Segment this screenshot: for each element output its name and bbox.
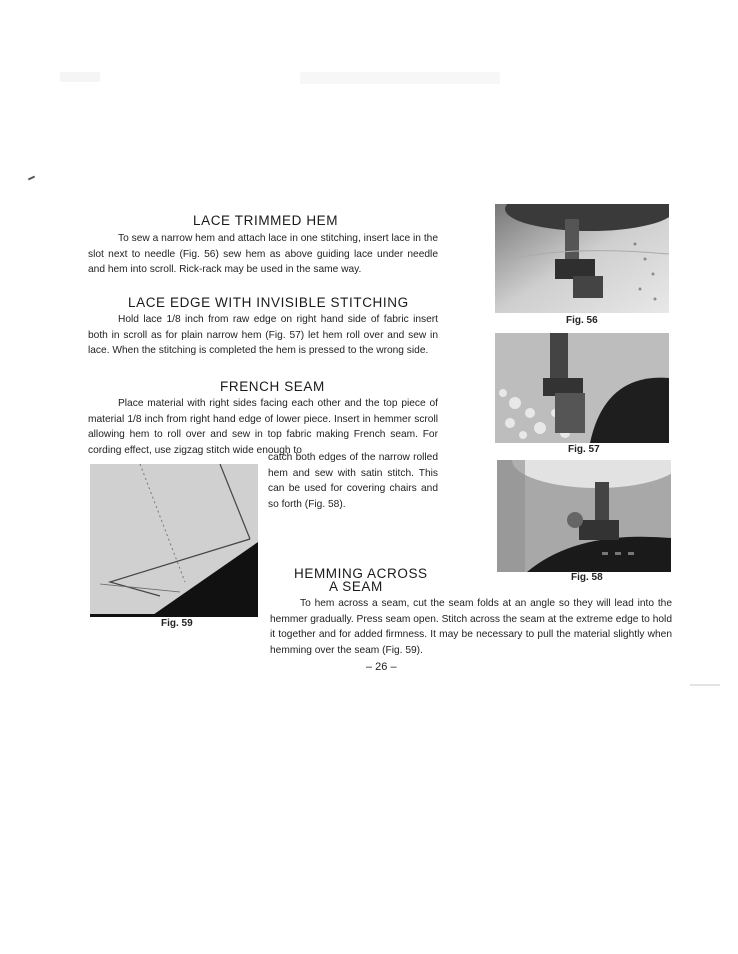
photo-fig-57	[495, 333, 669, 443]
paragraph-text: To hem across a seam, cut the seam folds at an angle so they will lead into the hemmer gradually. Press seam open. Stitch across the seam at the extreme edge to hold it together and for added firmness. It may be necessary to pull the material slightly when hemming over the seam (Fig. 59).	[270, 598, 672, 656]
paragraph-hemming-across	[270, 596, 672, 658]
heading-hemming-across-line1: HEMMING ACROSS	[294, 566, 428, 581]
caption-fig-58: Fig. 58	[571, 572, 603, 583]
caption-fig-57: Fig. 57	[568, 444, 600, 455]
paragraph-french-seam-continued: catch both edges of the narrow rolled hem and sew with satin stitch. This can be used for covering chairs and so forth (Fig. 58).	[268, 452, 438, 510]
caption-fig-59: Fig. 59	[161, 618, 193, 629]
heading-lace-trimmed-hem: LACE TRIMMED HEM	[193, 213, 339, 228]
paragraph-lace-edge	[88, 312, 438, 359]
photo-fig-58	[497, 460, 671, 572]
figure-59-diagram	[90, 464, 258, 617]
heading-hemming-across-line2: A SEAM	[329, 579, 383, 594]
photo-fig-56	[495, 204, 669, 313]
presser-foot-lace-photo	[495, 204, 669, 313]
lace-edge-stitching-photo	[495, 333, 669, 443]
scan-speck	[690, 684, 720, 686]
seam-diagram-illustration	[90, 464, 258, 617]
paragraph-text: To sew a narrow hem and attach lace in one stitching, insert lace in the slot next to needle (Fig. 56) sew hem as above guiding lace under needle and hem into scroll. Rick-rack may be used in the same way.	[88, 233, 438, 276]
scan-speck	[300, 72, 500, 84]
scan-speck	[60, 72, 100, 82]
paragraph-text: Hold lace 1/8 inch from raw edge on right hand side of fabric insert both in scroll as for plain narrow hem (Fig. 57) let hem roll over and sew in lace. When the stitching is completed the hem is pressed to the wrong side.	[88, 314, 438, 357]
page-number: – 26 –	[366, 661, 397, 673]
heading-lace-edge: LACE EDGE WITH INVISIBLE STITCHING	[128, 295, 409, 310]
french-seam-satin-stitch-photo	[497, 460, 671, 572]
caption-fig-56: Fig. 56	[566, 315, 598, 326]
paragraph-text: Place material with right sides facing each other and the top piece of material 1/8 inch from right hand edge of lower piece. Insert in hemmer scroll allowing hem to roll over and sew in top fabric making French seam. For cording effect, use zigzag stitch wide enough to	[88, 398, 438, 456]
scan-speck	[28, 176, 35, 181]
paragraph-lace-trimmed-hem	[88, 231, 438, 278]
heading-french-seam: FRENCH SEAM	[220, 379, 325, 394]
